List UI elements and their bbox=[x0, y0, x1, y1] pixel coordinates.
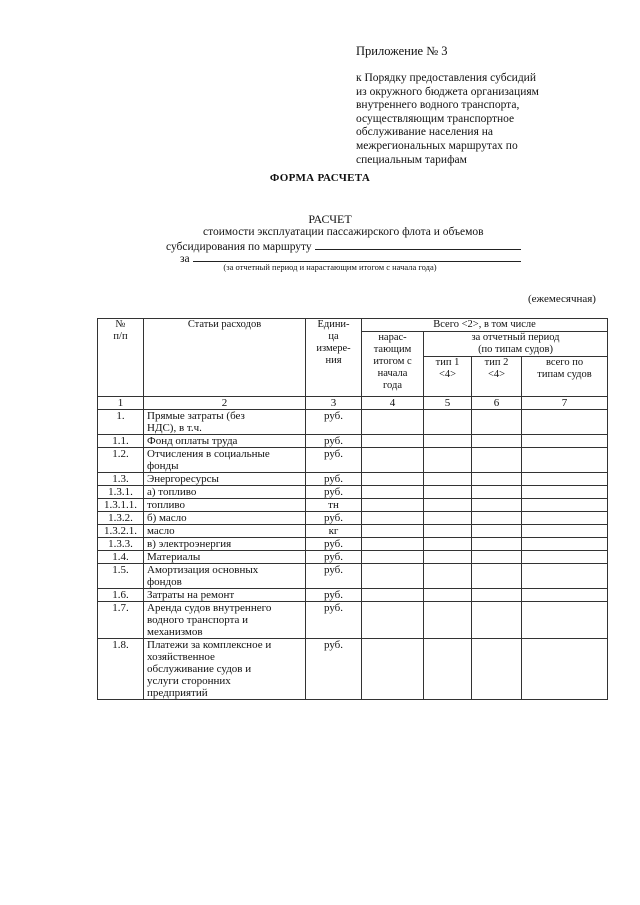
value-cell[interactable] bbox=[522, 473, 608, 486]
row-unit: руб. bbox=[306, 473, 362, 486]
form-title: ФОРМА РАСЧЕТА bbox=[269, 172, 371, 184]
header-period: за отчетный период (по типам судов) bbox=[424, 332, 608, 357]
row-item: а) топливо bbox=[144, 486, 306, 499]
row-number: 1.2. bbox=[98, 448, 144, 473]
value-cell[interactable] bbox=[424, 538, 472, 551]
value-cell[interactable] bbox=[362, 435, 424, 448]
table-row bbox=[98, 410, 608, 435]
value-cell[interactable] bbox=[424, 639, 472, 700]
value-cell[interactable] bbox=[424, 525, 472, 538]
value-cell[interactable] bbox=[424, 602, 472, 639]
row-unit: руб. bbox=[306, 435, 362, 448]
column-number: 1 bbox=[98, 397, 144, 410]
value-cell[interactable] bbox=[424, 589, 472, 602]
row-item: топливо bbox=[144, 499, 306, 512]
value-cell[interactable] bbox=[424, 564, 472, 589]
value-cell[interactable] bbox=[472, 564, 522, 589]
frequency-label: (ежемесячная) bbox=[528, 293, 596, 305]
row-unit: руб. bbox=[306, 564, 362, 589]
value-cell[interactable] bbox=[362, 499, 424, 512]
row-unit: руб. bbox=[306, 512, 362, 525]
value-cell[interactable] bbox=[362, 551, 424, 564]
row-number: 1.7. bbox=[98, 602, 144, 639]
period-blank[interactable] bbox=[193, 251, 521, 262]
row-item: Прямые затраты (без НДС), в т.ч. bbox=[144, 410, 306, 435]
row-item: Амортизация основных фондов bbox=[144, 564, 306, 589]
header-cumulative: нарас- тающим итогом с начала года bbox=[362, 332, 424, 397]
value-cell[interactable] bbox=[522, 512, 608, 525]
table-row bbox=[98, 551, 608, 564]
row-item: в) электроэнергия bbox=[144, 538, 306, 551]
value-cell[interactable] bbox=[522, 486, 608, 499]
value-cell[interactable] bbox=[472, 538, 522, 551]
row-item: Затраты на ремонт bbox=[144, 589, 306, 602]
row-number: 1.3. bbox=[98, 473, 144, 486]
table-body bbox=[98, 410, 608, 700]
calc-subtitle: стоимости эксплуатации пассажирского флота и объемов bbox=[203, 226, 484, 238]
row-unit: руб. bbox=[306, 602, 362, 639]
row-number: 1.3.2. bbox=[98, 512, 144, 525]
row-unit: руб. bbox=[306, 448, 362, 473]
row-unit: руб. bbox=[306, 538, 362, 551]
row-unit: кг bbox=[306, 525, 362, 538]
procedure-line: внутреннего водного транспорта, bbox=[356, 99, 520, 112]
value-cell[interactable] bbox=[522, 435, 608, 448]
column-number: 7 bbox=[522, 397, 608, 410]
value-cell[interactable] bbox=[522, 589, 608, 602]
row-unit: руб. bbox=[306, 639, 362, 700]
row-number: 1.3.3. bbox=[98, 538, 144, 551]
value-cell[interactable] bbox=[472, 551, 522, 564]
value-cell[interactable] bbox=[424, 435, 472, 448]
procedure-line: из окружного бюджета организациям bbox=[356, 85, 539, 98]
row-number: 1.3.1. bbox=[98, 486, 144, 499]
row-item: б) масло bbox=[144, 512, 306, 525]
row-number: 1.4. bbox=[98, 551, 144, 564]
header-all-types: всего по типам судов bbox=[522, 357, 608, 397]
value-cell[interactable] bbox=[424, 410, 472, 435]
column-number: 6 bbox=[472, 397, 522, 410]
value-cell[interactable] bbox=[522, 564, 608, 589]
row-unit: руб. bbox=[306, 589, 362, 602]
value-cell[interactable] bbox=[424, 448, 472, 473]
value-cell[interactable] bbox=[522, 525, 608, 538]
row-unit: руб. bbox=[306, 551, 362, 564]
row-unit: тн bbox=[306, 499, 362, 512]
value-cell[interactable] bbox=[472, 410, 522, 435]
value-cell[interactable] bbox=[522, 639, 608, 700]
value-cell[interactable] bbox=[362, 639, 424, 700]
procedure-reference bbox=[356, 72, 596, 167]
value-cell[interactable] bbox=[362, 538, 424, 551]
value-cell[interactable] bbox=[424, 473, 472, 486]
period-note: (за отчетный период и нарастающим итогом с начала года) bbox=[223, 262, 437, 272]
procedure-line: специальным тарифам bbox=[356, 153, 467, 166]
value-cell[interactable] bbox=[472, 486, 522, 499]
value-cell[interactable] bbox=[522, 602, 608, 639]
value-cell[interactable] bbox=[424, 551, 472, 564]
calculation-table bbox=[97, 318, 608, 700]
value-cell[interactable] bbox=[522, 448, 608, 473]
value-cell[interactable] bbox=[362, 525, 424, 538]
row-number: 1.8. bbox=[98, 639, 144, 700]
value-cell[interactable] bbox=[472, 448, 522, 473]
value-cell[interactable] bbox=[472, 512, 522, 525]
value-cell[interactable] bbox=[424, 499, 472, 512]
header-items: Статьи расходов bbox=[144, 319, 306, 397]
table-row bbox=[98, 639, 608, 700]
table-row bbox=[98, 512, 608, 525]
value-cell[interactable] bbox=[362, 473, 424, 486]
table-row bbox=[98, 564, 608, 589]
row-number: 1.6. bbox=[98, 589, 144, 602]
value-cell[interactable] bbox=[522, 499, 608, 512]
table-row bbox=[98, 448, 608, 473]
value-cell[interactable] bbox=[472, 499, 522, 512]
value-cell[interactable] bbox=[522, 410, 608, 435]
value-cell[interactable] bbox=[472, 525, 522, 538]
row-number: 1.1. bbox=[98, 435, 144, 448]
column-number: 3 bbox=[306, 397, 362, 410]
appendix-label: Приложение № 3 bbox=[356, 44, 448, 58]
row-item: Отчисления в социальные фонды bbox=[144, 448, 306, 473]
row-unit: руб. bbox=[306, 486, 362, 499]
row-number: 1.5. bbox=[98, 564, 144, 589]
row-item: Фонд оплаты труда bbox=[144, 435, 306, 448]
table-row bbox=[98, 499, 608, 512]
value-cell[interactable] bbox=[472, 435, 522, 448]
value-cell[interactable] bbox=[362, 410, 424, 435]
route-label: субсидирования по маршруту bbox=[166, 241, 312, 253]
value-cell[interactable] bbox=[362, 486, 424, 499]
table-row bbox=[98, 473, 608, 486]
procedure-line: к Порядку предоставления субсидий bbox=[356, 72, 536, 84]
column-number: 5 bbox=[424, 397, 472, 410]
table-row bbox=[98, 435, 608, 448]
column-number: 4 bbox=[362, 397, 424, 410]
route-blank[interactable] bbox=[315, 239, 521, 250]
header-number: № п/п bbox=[98, 319, 144, 397]
row-number: 1.3.2.1. bbox=[98, 525, 144, 538]
table-row bbox=[98, 589, 608, 602]
period-label: за bbox=[180, 253, 190, 265]
row-unit: руб. bbox=[306, 410, 362, 435]
value-cell[interactable] bbox=[472, 473, 522, 486]
table-row bbox=[98, 538, 608, 551]
procedure-line: осуществляющим транспортное bbox=[356, 112, 515, 125]
header-total: Всего <2>, в том числе bbox=[362, 319, 608, 332]
row-item: масло bbox=[144, 525, 306, 538]
value-cell[interactable] bbox=[522, 551, 608, 564]
row-item: Материалы bbox=[144, 551, 306, 564]
row-item: Энергоресурсы bbox=[144, 473, 306, 486]
row-item: Платежи за комплексное и хозяйственное обслуживание судов и услуги сторонних предприятий bbox=[144, 639, 306, 700]
table-row bbox=[98, 486, 608, 499]
value-cell[interactable] bbox=[362, 564, 424, 589]
value-cell[interactable] bbox=[362, 602, 424, 639]
value-cell[interactable] bbox=[424, 512, 472, 525]
row-item: Аренда судов внутреннего водного транспорта и механизмов bbox=[144, 602, 306, 639]
value-cell[interactable] bbox=[472, 589, 522, 602]
header-type1: тип 1 <4> bbox=[424, 357, 472, 397]
value-cell[interactable] bbox=[522, 538, 608, 551]
value-cell[interactable] bbox=[362, 589, 424, 602]
header-type2: тип 2 <4> bbox=[472, 357, 522, 397]
calc-title: РАСЧЕТ bbox=[308, 212, 352, 226]
value-cell[interactable] bbox=[472, 602, 522, 639]
row-number: 1.3.1.1. bbox=[98, 499, 144, 512]
header-unit: Едини- ца измере- ния bbox=[306, 319, 362, 397]
column-numbers-row bbox=[98, 397, 608, 410]
procedure-line: межрегиональных маршрутах по bbox=[356, 139, 518, 152]
table-row bbox=[98, 602, 608, 639]
value-cell[interactable] bbox=[362, 448, 424, 473]
procedure-line: обслуживание населения на bbox=[356, 126, 493, 139]
value-cell[interactable] bbox=[362, 512, 424, 525]
value-cell[interactable] bbox=[472, 639, 522, 700]
value-cell[interactable] bbox=[424, 486, 472, 499]
column-number: 2 bbox=[144, 397, 306, 410]
table-row bbox=[98, 525, 608, 538]
row-number: 1. bbox=[98, 410, 144, 435]
